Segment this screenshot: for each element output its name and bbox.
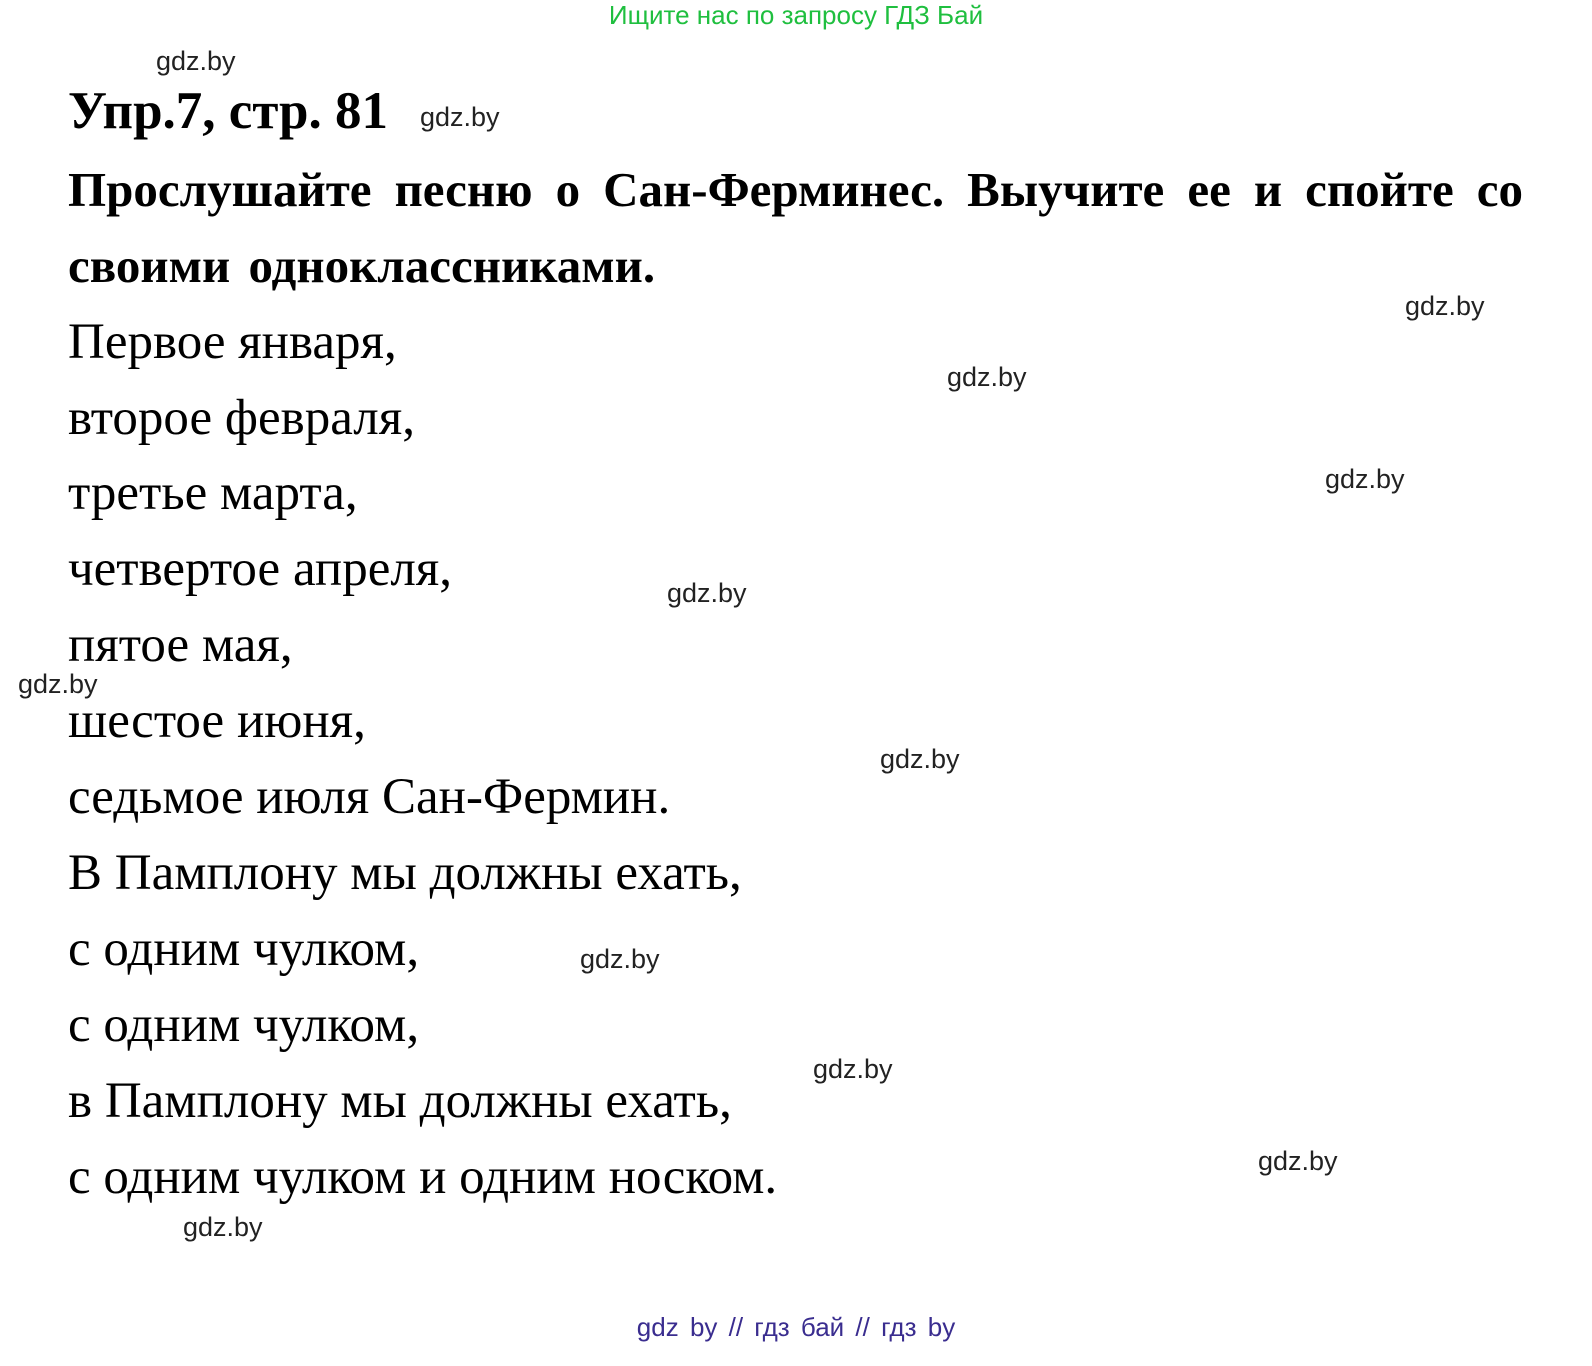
watermark: gdz.by <box>1258 1146 1338 1176</box>
poem-line: с одним чулком и одним носком. <box>68 1149 778 1205</box>
watermark: gdz.by <box>183 1212 263 1242</box>
poem-line: второе февраля, <box>68 390 415 446</box>
poem-line: Первое января, <box>68 314 397 370</box>
exercise-heading: Упр.7, стр. 81 <box>68 82 388 140</box>
poem-line: с одним чулком, <box>68 997 420 1053</box>
watermark: gdz.by <box>1405 291 1485 321</box>
poem-line: пятое мая, <box>68 617 293 673</box>
watermark: gdz.by <box>580 944 660 974</box>
watermark: gdz.by <box>880 744 960 774</box>
footer-links: gdz by // гдз бай // гдз by <box>636 1312 956 1342</box>
watermark: gdz.by <box>813 1054 893 1084</box>
watermark: gdz.by <box>947 362 1027 392</box>
watermark: gdz.by <box>420 102 500 132</box>
watermark: gdz.by <box>667 578 747 608</box>
top-banner: Ищите нас по запросу ГДЗ Бай <box>608 0 984 30</box>
watermark: gdz.by <box>18 669 98 699</box>
poem-line: шестое июня, <box>68 693 366 749</box>
poem-line: в Памплону мы должны ехать, <box>68 1073 732 1129</box>
watermark: gdz.by <box>1325 464 1405 494</box>
exercise-instruction: Прослушайте песню о Сан-Ферминес. Выучите ее и спойте со своими одноклассниками. <box>68 162 1523 293</box>
poem-line: четвертое апреля, <box>68 541 452 597</box>
poem-line: В Памплону мы должны ехать, <box>68 845 742 901</box>
poem-line: с одним чулком, <box>68 921 420 977</box>
poem-line: третье марта, <box>68 465 358 521</box>
watermark: gdz.by <box>156 46 236 76</box>
poem-line: седьмое июля Сан-Фермин. <box>68 769 671 825</box>
